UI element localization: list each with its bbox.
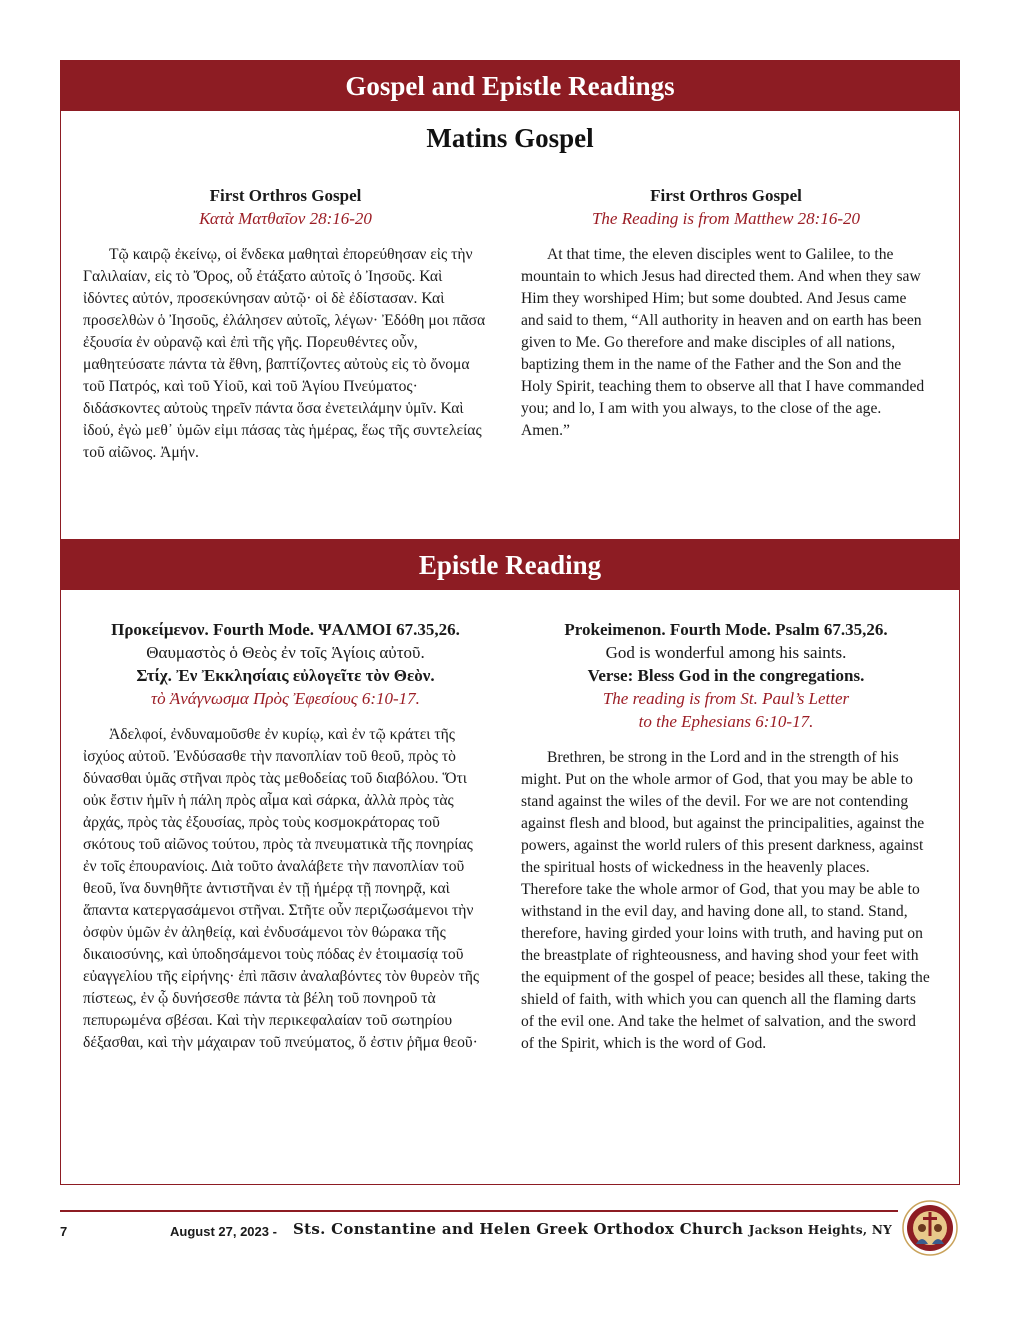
epistle-reading-section [60,540,960,1185]
english-gospel-column [521,184,931,442]
english-verse-2: Verse: Bless God in the congregations. [587,666,865,685]
english-epistle-text: Brethren, be strong in the Lord and in the strength of his might. Put on the whole armor of God, that you may be able to stand against the wiles of the devil. For we are not contending against flesh and blood, but against the principalities, against the powers, against the world rulers of this present darkness, against the spiritual hosts of wickedness in the heavenly places. Therefore take the whole armor of God, that you may be able to withstand in the evil day, and having done all, to stand. Stand, therefore, having girded your loins with truth, and having put on the breastplate of righteousness, and having shod your feet with the equipment of the gospel of peace; besides all these, taking the shield of faith, with which you can quench all the flaming darts of the evil one. And take the helmet of salvation, and the sword of the Spirit, which is the word of God. [521,749,930,1052]
church-name: Sts. Constantine and Helen Greek Orthodox Church [293,1220,744,1238]
greek-gospel-reference: Κατὰ Ματθαῖον 28:16-20 [199,209,372,228]
page-number: 7 [60,1224,68,1239]
greek-epistle-reference: τὸ Ἀνάγνωσμα Πρὸς Ἐφεσίους 6:10-17. [151,689,420,708]
page-footer [0,1222,1020,1244]
footer-date: August 27, 2023 - [170,1224,277,1239]
church-seal-icon [902,1200,958,1256]
greek-epistle-column [83,618,488,1054]
english-epistle-reference-1: The reading is from St. Paul’s Letter [602,689,850,708]
gospel-readings-section [60,60,960,540]
footer-church-name [293,1220,892,1238]
greek-gospel-text: Τῷ καιρῷ ἐκείνῳ, οἱ ἕνδεκα μαθηταὶ ἐπορεύθησαν εἰς τὴν Γαλιλαίαν, εἰς τὸ Ὄρος, οὗ ἐτάξατο αὐτοῖς ὁ Ἰησοῦς. Καὶ ἰδόντες αὐτόν, προσεκύνησαν αὐτῷ· οἱ δὲ ἐδίστασαν. Καὶ προσελθὼν ὁ Ἰησοῦς, ἐλάλησεν αὐτοῖς, λέγων· Ἐδόθη μοι πᾶσα ἐξουσία ἐν οὐρανῷ καὶ ἐπὶ τῆς γῆς. Πορευθέντες οὖν, μαθητεύσατε πάντα τὰ ἔθνη, βαπτίζοντες αὐτοὺς εἰς τὸ ὄνομα τοῦ Πατρός, καὶ τοῦ Υἱοῦ, καὶ τοῦ Ἁγίου Πνεύματος· διδάσκοντες αὐτοὺς τηρεῖν πάντα ὅσα ἐνετειλάμην ὑμῖν. Καὶ ἰδού, ἐγὼ μεθ᾿ ὑμῶν εἰμι πάσας τὰς ἡμέρας, ἕως τῆς συντελείας τοῦ αἰῶνος. Ἀμήν. [83,246,486,461]
greek-epistle-text: Ἀδελφοί, ἐνδυναμοῦσθε ἐν κυρίῳ, καὶ ἐν τῷ κράτει τῆς ἰσχύος αὐτοῦ. Ἐνδύσασθε τὴν πανοπλίαν τοῦ θεοῦ, πρὸς τὸ δύνασθαι ὑμᾶς στῆναι πρὸς τὰς μεθοδείας τοῦ διαβόλου. Ὅτι οὐκ ἔστιν ἡμῖν ἡ πάλη πρὸς αἷμα καὶ σάρκα, ἀλλὰ πρὸς τὰς ἀρχάς, πρὸς τὰς ἐξουσίας, πρὸς τοὺς κοσμοκράτορας τοῦ σκότους τοῦ αἰῶνος τούτου, πρὸς τὰ πνευματικὰ τῆς πονηρίας ἐν τοῖς ἐπουρανίοις. Διὰ τοῦτο ἀναλάβετε τὴν πανοπλίαν τοῦ θεοῦ, ἵνα δυνηθῆτε ἀντιστῆναι ἐν τῇ ἡμέρᾳ τῇ πονηρᾷ, καὶ ἅπαντα κατεργασάμενοι στῆναι. Στῆτε οὖν περιζωσάμενοι τὴν ὀσφὺν ὑμῶν ἐν ἀληθείᾳ, καὶ ἐνδυσάμενοι τὸν θώρακα τῆς δικαιοσύνης, καὶ ὑποδησάμενοι τοὺς πόδας ἐν ἑτοιμασίᾳ τοῦ εὐαγγελίου τῆς εἰρήνης· ἐπὶ πᾶσιν ἀναλαβόντες τὸν θυρεὸν τῆς πίστεως, ἐν ᾧ δυνήσεσθε πάντα τὰ βέλη τοῦ πονηροῦ τὰ πεπυρωμένα σβέσαι. Καὶ τὴν περικεφαλαίαν τοῦ σωτηρίου δέξασθαι, καὶ τὴν μάχαιραν τοῦ πνεύματος, ὅ ἐστιν ῥῆμα θεοῦ· [83,726,480,1051]
section-banner: Epistle Reading [61,540,959,590]
english-gospel-reference: The Reading is from Matthew 28:16-20 [591,209,861,228]
english-epistle-reference-2: to the Ephesians 6:10-17. [638,712,814,731]
footer-divider [60,1210,898,1212]
greek-verse-1: Θαυμαστὸς ὁ Θεὸς ἐν τοῖς Ἁγίοις αὐτοῦ. [146,643,425,662]
english-gospel-heading: First Orthros Gospel [650,186,802,205]
greek-verse-2: Στίχ. Ἐν Ἐκκλησίαις εὐλογεῖτε τὸν Θεὸν. [136,666,435,685]
english-epistle-column [521,618,931,1055]
greek-gospel-heading: First Orthros Gospel [209,186,362,205]
greek-prokeimenon: Προκείμενον. Fourth Mode. ΨΑΛΜΟΙ 67.35,26. [111,620,460,639]
church-location: Jackson Heights, NY [748,1223,893,1237]
matins-gospel-title: Matins Gospel [426,123,594,153]
section-banner: Gospel and Epistle Readings [61,61,959,111]
greek-gospel-column [83,184,488,464]
english-gospel-text: At that time, the eleven disciples went to Galilee, to the mountain to which Jesus had directed them. And when they saw Him they worshiped Him; but some doubted. And Jesus came and said to them, “All authority in heaven and on earth has been given to Me. Go therefore and make disciples of all nations, baptizing them in the name of the Father and the Son and the Holy Spirit, teaching them to observe all that I have commanded you; and lo, I am with you always, to the close of the age. Amen.” [521,246,925,439]
english-verse-1: God is wonderful among his saints. [605,643,847,662]
english-prokeimenon: Prokeimenon. Fourth Mode. Psalm 67.35,26. [564,620,888,639]
